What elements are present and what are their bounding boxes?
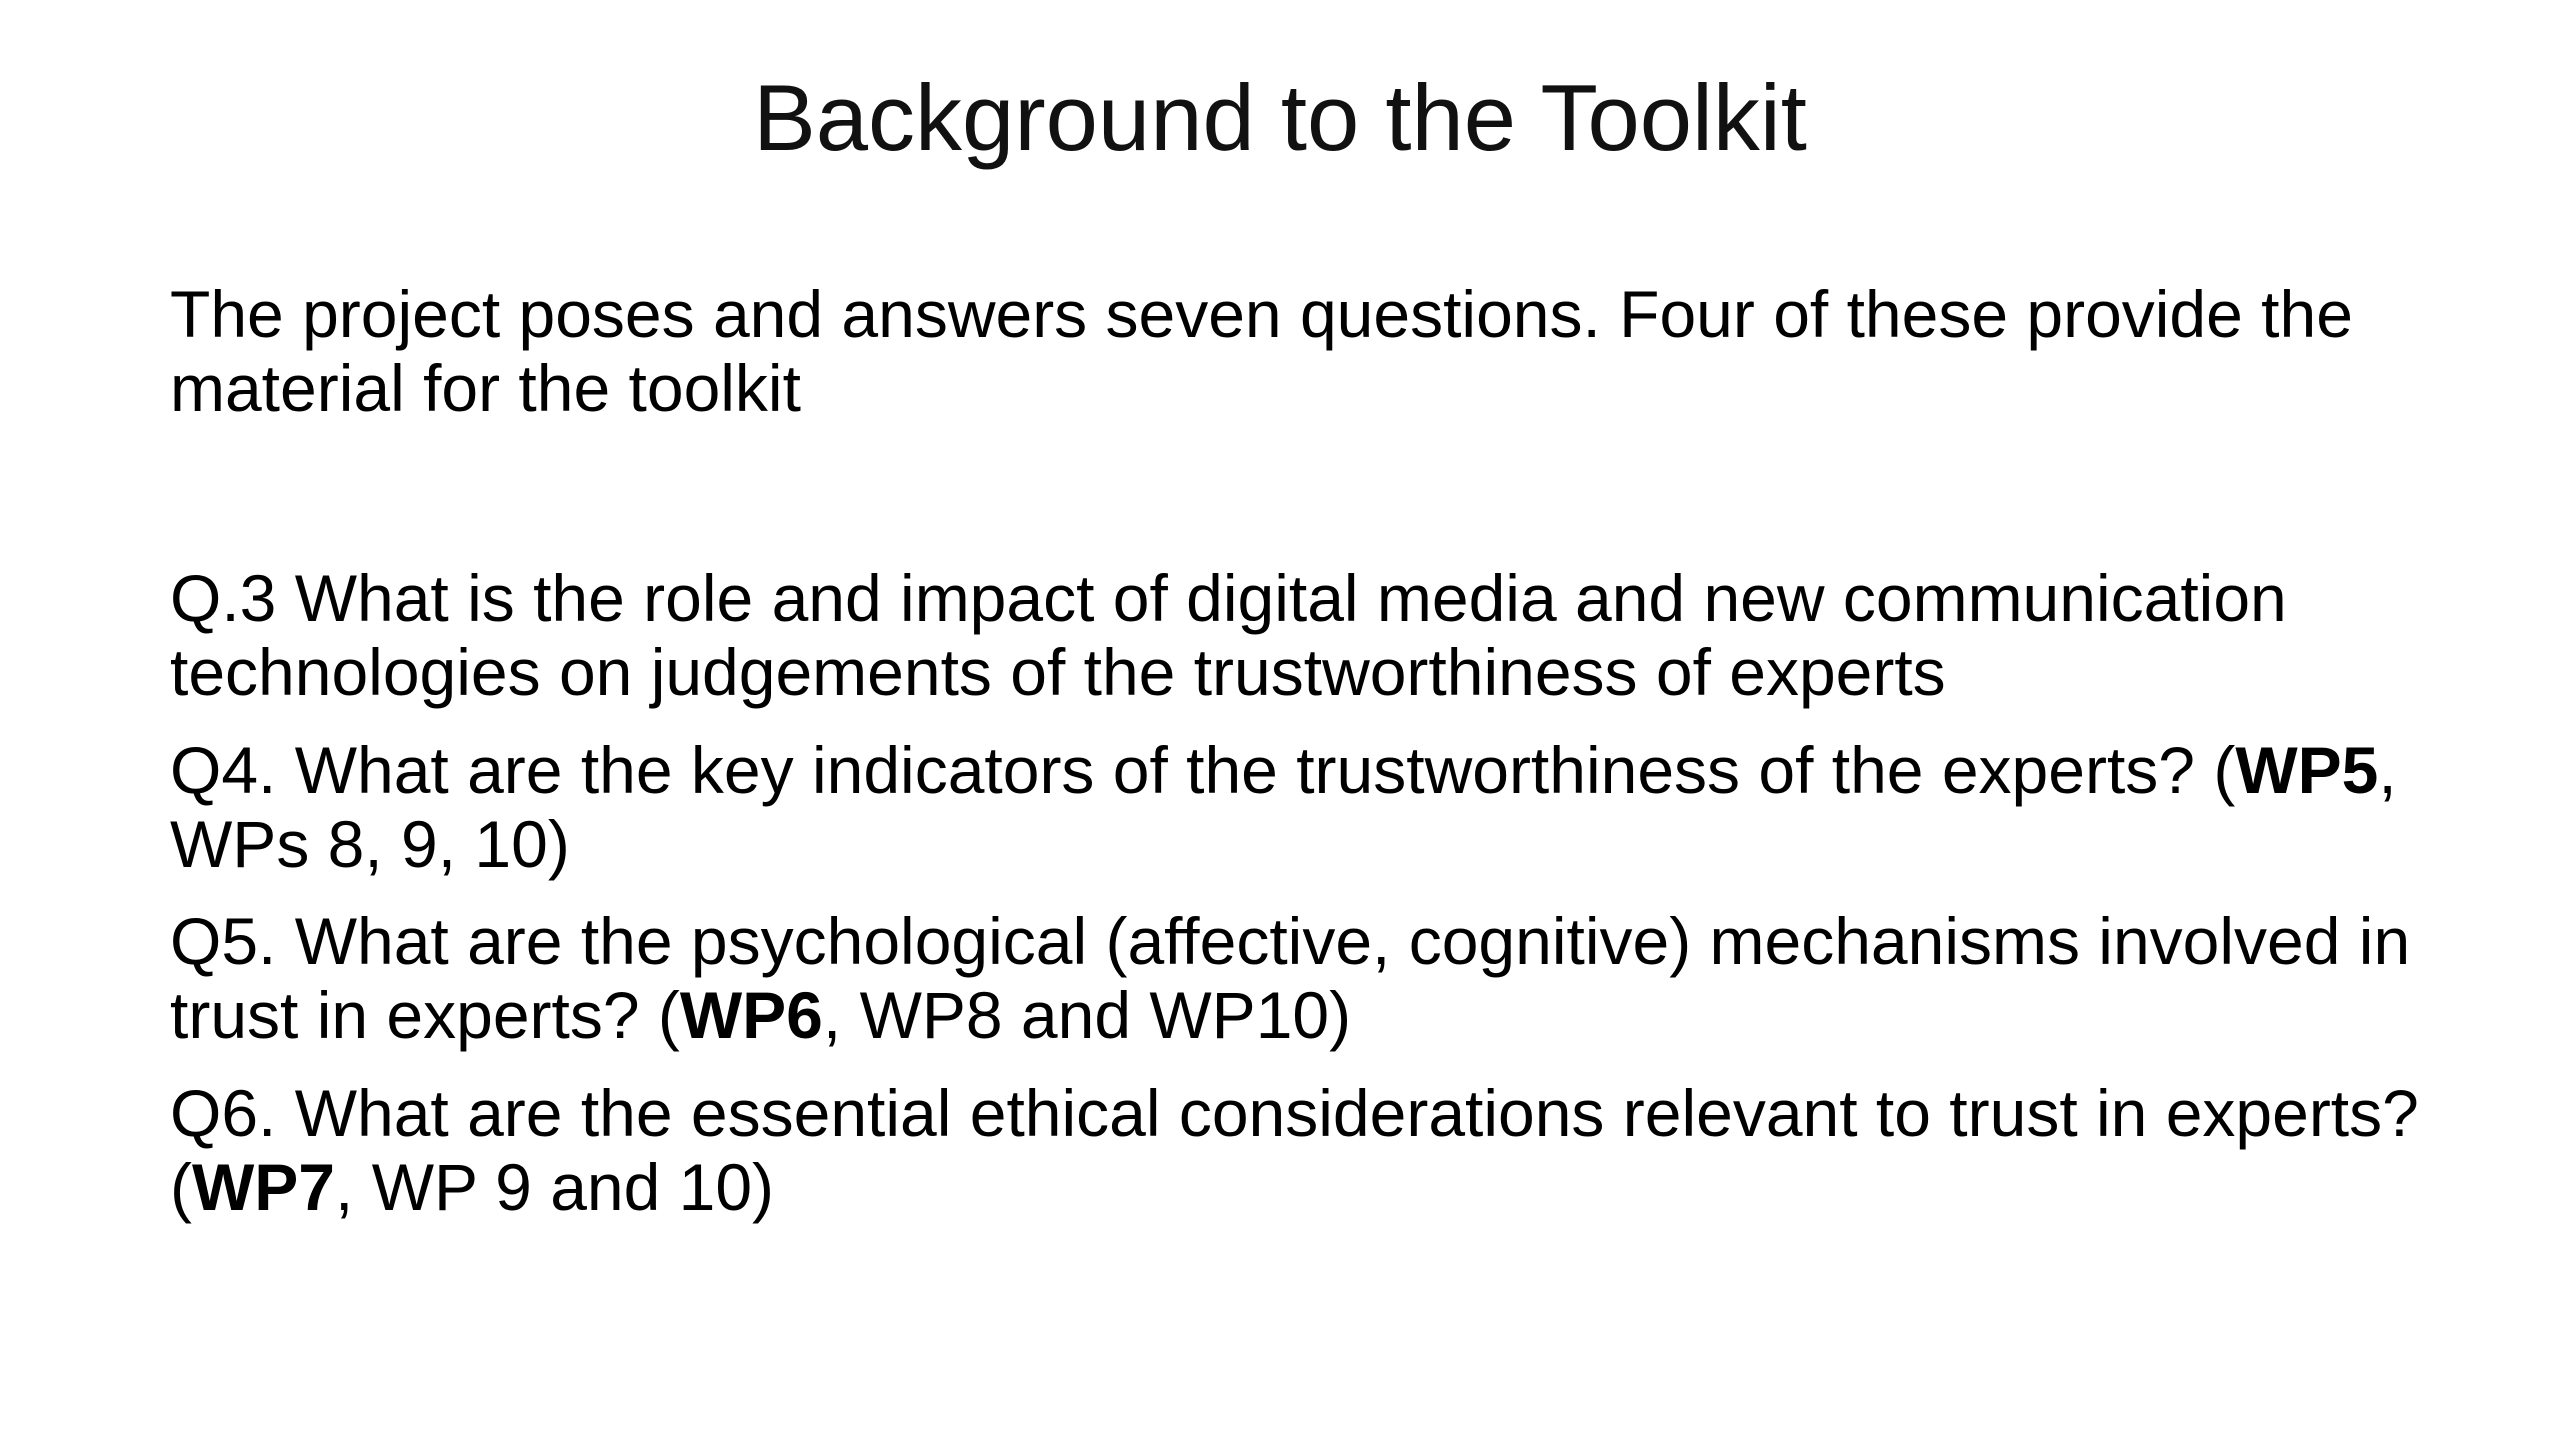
question-5-text: Q5. What are the psychological (affective, cognitive) mechanisms involved in trust in experts? ( [170, 904, 2411, 1053]
question-4-suffix: , WPs 8, 9, 10) [170, 732, 2397, 881]
question-4-bold-wp: WP5 [2235, 732, 2379, 807]
question-6-bold-wp: WP7 [191, 1150, 336, 1225]
question-4-text: Q4. What are the key indicators of the trustworthiness of the experts? ( [170, 732, 2236, 807]
paragraph-spacer [170, 426, 2420, 562]
slide-body [170, 278, 2420, 1249]
question-4 [170, 734, 2420, 882]
question-6-text: Q6. What are the essential ethical considerations relevant to trust in experts? ( [170, 1076, 2419, 1225]
intro-paragraph: The project poses and answers seven questions. Four of these provide the material for the toolkit [170, 277, 2353, 425]
question-3-text: Q.3 What is the role and impact of digital media and new communication technologies on judgements of the trustworthiness of experts [170, 560, 2287, 709]
question-5-suffix: , WP8 and WP10) [822, 978, 1352, 1053]
slide-title: Background to the Toolkit [753, 65, 1807, 170]
question-5 [170, 905, 2420, 1053]
question-6-suffix: , WP 9 and 10) [335, 1150, 775, 1225]
question-6 [170, 1077, 2420, 1225]
question-3 [170, 562, 2420, 710]
question-5-bold-wp: WP6 [679, 978, 823, 1053]
